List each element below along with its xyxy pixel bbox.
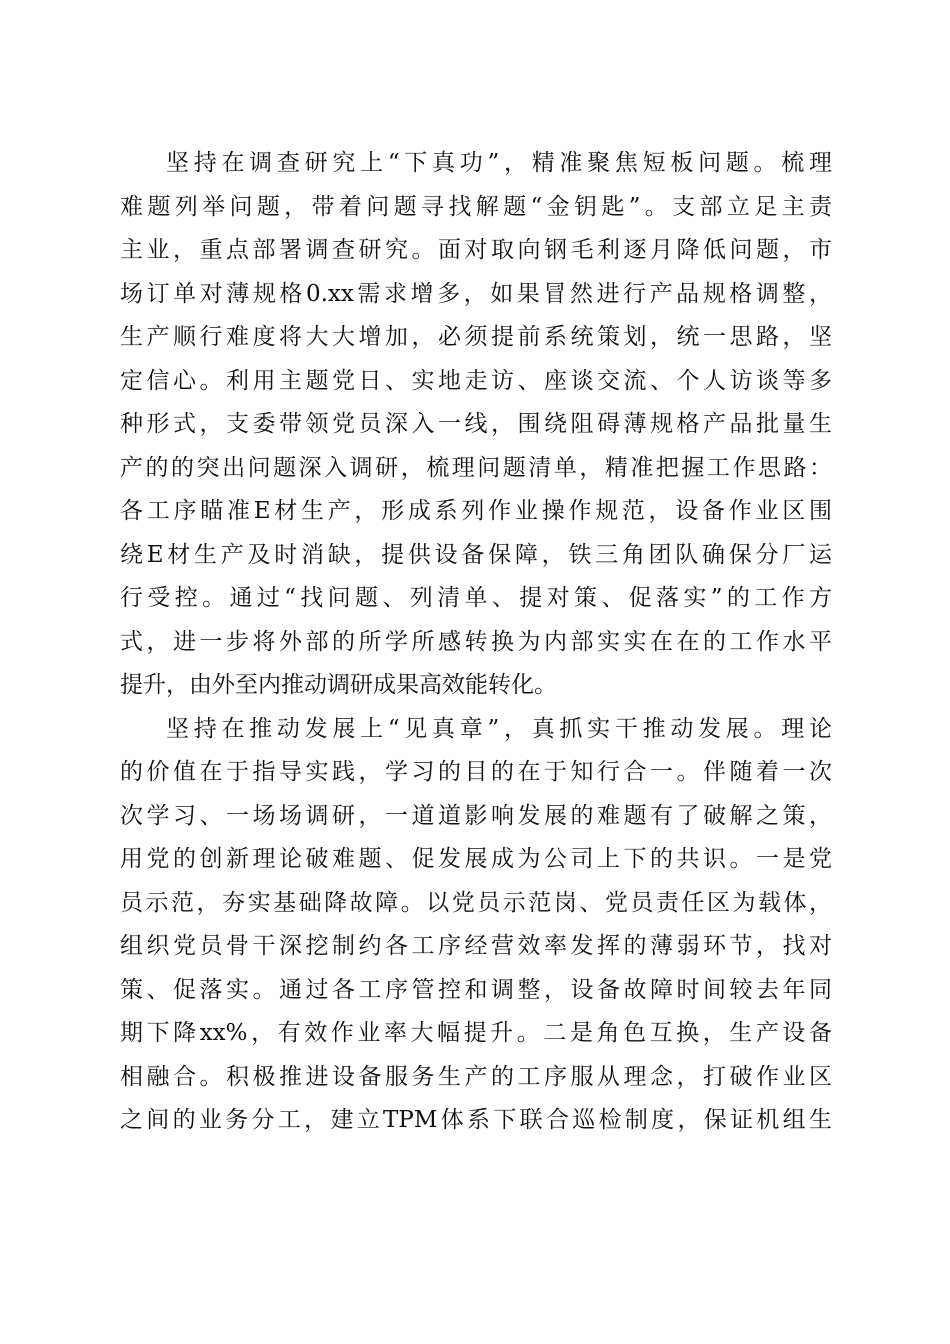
paragraph-line: 坚持在推动发展上“见真章”，真抓实干推动发展。理论 (166, 715, 832, 742)
paragraph-line: 难题列举问题，带着问题寻找解题“金钥匙”。支部立足主责 (120, 193, 832, 220)
paragraph-line: 生产顺行难度将大大增加，必须提前系统策划，统一思路，坚 (120, 324, 832, 350)
paragraph-line: 的价值在于指导实践，学习的目的在于知行合一。伴随着一次 (120, 759, 832, 785)
paragraph-development (120, 708, 832, 1143)
paragraph-line: 相融合。积极推进设备服务生产的工序服从理念，打破作业区 (120, 1063, 832, 1090)
paragraph-line: 坚持在调查研究上“下真功”，精准聚焦短板问题。梳理 (166, 150, 832, 176)
paragraph-line: 用党的创新理论破难题、促发展成为公司上下的共识。一是党 (120, 846, 832, 872)
document-body (120, 142, 832, 1143)
paragraph-line: 之间的业务分工，建立TPM体系下联合巡检制度，保证机组生 (120, 1107, 832, 1133)
paragraph-line: 式，进一步将外部的所学所感转换为内部实实在在的工作水平 (120, 628, 832, 655)
paragraph-line: 种形式，支委带领党员深入一线，围绕阻碍薄规格产品批量生 (120, 411, 832, 437)
paragraph-line: 策、促落实。通过各工序管控和调整，设备故障时间较去年同 (120, 976, 832, 1003)
paragraph-investigation (120, 142, 832, 708)
paragraph-line: 提升，由外至内推动调研成果高效能转化。 (120, 672, 557, 698)
paragraph-line: 场订单对薄规格0.xx需求增多，如果冒然进行产品规格调整， (120, 280, 832, 307)
paragraph-line: 组织党员骨干深挖制约各工序经营效率发挥的薄弱环节，找对 (120, 933, 832, 959)
paragraph-line: 次学习、一场场调研，一道道影响发展的难题有了破解之策， (120, 802, 832, 829)
paragraph-line: 定信心。利用主题党日、实地走访、座谈交流、个人访谈等多 (120, 367, 832, 394)
paragraph-line: 绕E材生产及时消缺，提供设备保障，铁三角团队确保分厂运 (120, 541, 832, 568)
paragraph-line: 主业，重点部署调查研究。面对取向钢毛利逐月降低问题，市 (120, 237, 832, 263)
paragraph-line: 期下降xx%，有效作业率大幅提升。二是角色互换，生产设备 (120, 1020, 832, 1046)
paragraph-line: 各工序瞄准E材生产，形成系列作业操作规范，设备作业区围 (120, 498, 832, 524)
paragraph-line: 行受控。通过“找问题、列清单、提对策、促落实”的工作方 (120, 585, 832, 611)
paragraph-line: 员示范，夯实基础降故障。以党员示范岗、党员责任区为载体， (120, 889, 832, 916)
paragraph-line: 产的的突出问题深入调研，梳理问题清单，精准把握工作思路： (120, 454, 832, 481)
